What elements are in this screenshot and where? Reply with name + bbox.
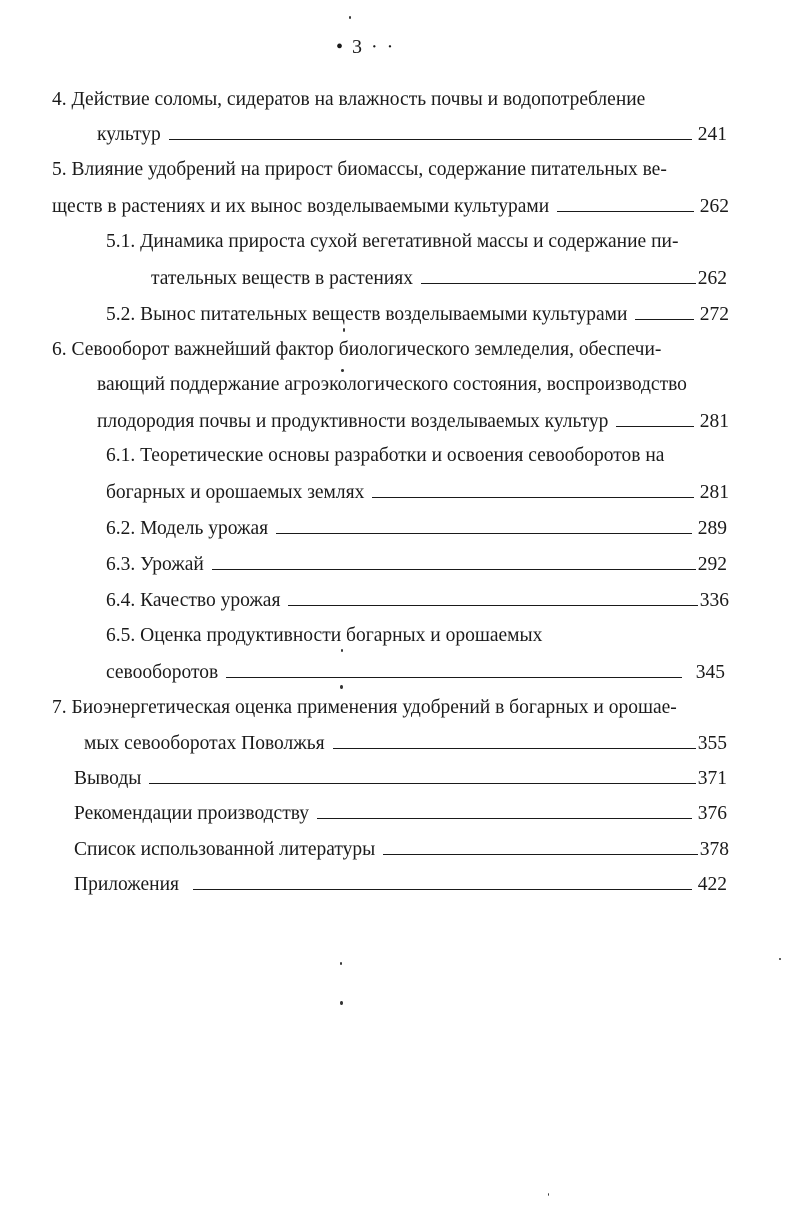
toc-page-number: 281 (699, 411, 729, 432)
dotted-leader (635, 302, 693, 320)
toc-entry-6-1[interactable] (106, 480, 729, 505)
toc-page-number: 262 (697, 268, 727, 289)
toc-page-number: 336 (699, 590, 729, 611)
toc-page-number: 262 (699, 196, 729, 217)
toc-page-number: 272 (699, 304, 729, 325)
dotted-leader (616, 409, 693, 427)
toc-entry-title: тательных веществ в растениях (151, 268, 413, 289)
dotted-leader (421, 266, 696, 284)
page-number: • 3 · · (336, 36, 396, 58)
toc-entry-title: севооборотов (106, 662, 219, 683)
toc-entry-title: Рекомендации производству (74, 803, 310, 824)
scan-speck (349, 16, 351, 19)
toc-page-number: 378 (699, 839, 729, 860)
scan-speck (548, 1193, 549, 1196)
toc-page-number: 355 (697, 733, 727, 754)
toc-entry-title: ществ в растениях и их вынос возделываемыми культурами (52, 196, 550, 217)
toc-page-number: 371 (697, 768, 727, 789)
toc-entry-6-5[interactable] (106, 660, 725, 685)
scan-speck (340, 685, 343, 689)
toc-page-number: 289 (697, 518, 727, 539)
dotted-leader (193, 872, 692, 890)
toc-entry-6-line2: вающий поддержание агроэкологического состояния, воспроизводство (97, 374, 687, 395)
toc-entry-7-line1: 7. Биоэнергетическая оценка применения удобрений в богарных и орошае- (52, 697, 677, 718)
toc-page-number: 345 (695, 662, 725, 683)
toc-entry-title: 6.4. Качество урожая (106, 590, 281, 611)
toc-entry-title: культур (97, 124, 161, 145)
toc-page-number: 376 (697, 803, 727, 824)
scan-speck (341, 369, 344, 372)
dotted-leader (288, 588, 697, 606)
toc-entry-appendices[interactable] (74, 872, 727, 897)
toc-entry-references[interactable] (74, 837, 729, 862)
toc-entry-title: 6.3. Урожай (106, 554, 204, 575)
toc-entry-5[interactable] (52, 194, 729, 219)
toc-entry-recommendations[interactable] (74, 801, 727, 826)
toc-entry-6-3[interactable] (106, 552, 727, 577)
toc-entry-7[interactable] (84, 731, 727, 756)
toc-entry-6-line1: 6. Севооборот важнейший фактор биологического земледелия, обеспечи- (52, 339, 662, 360)
scan-speck (343, 328, 345, 332)
toc-entry-5-1-line1: 5.1. Динамика прироста сухой вегетативной массы и содержание пи- (106, 231, 679, 252)
toc-entry-5-2[interactable] (106, 302, 729, 327)
scan-speck (341, 649, 343, 652)
toc-entry-title: мых севооборотах Поволжья (84, 733, 325, 754)
toc-entry-5-1[interactable] (151, 266, 727, 291)
dotted-leader (169, 122, 692, 140)
scan-speck (340, 962, 342, 965)
toc-entry-title: Выводы (74, 768, 142, 789)
toc-entry-6-2[interactable] (106, 516, 727, 541)
toc-entry-title: Список использованной литературы (74, 839, 376, 860)
dotted-leader (383, 837, 697, 855)
toc-page-number: 281 (699, 482, 729, 503)
toc-entry-title: богарных и орошаемых землях (106, 482, 365, 503)
toc-entry-4-line1: 4. Действие соломы, сидератов на влажность почвы и водопотребление (52, 89, 646, 110)
dotted-leader (226, 660, 681, 678)
toc-page-number: 241 (697, 124, 727, 145)
toc-entry-5-line1: 5. Влияние удобрений на прирост биомассы, содержание питательных ве- (52, 159, 667, 180)
toc-entry-6-5-line1: 6.5. Оценка продуктивности богарных и орошаемых (106, 625, 543, 646)
toc-entry-6-4[interactable] (106, 588, 729, 613)
toc-entry-6-1-line1: 6.1. Теоретические основы разработки и освоения севооборотов на (106, 445, 665, 466)
toc-page-number: 292 (697, 554, 727, 575)
dotted-leader (557, 194, 694, 212)
dotted-leader (276, 516, 692, 534)
toc-entry-4[interactable] (97, 122, 727, 147)
dotted-leader (317, 801, 692, 819)
toc-entry-title: 5.2. Вынос питательных веществ возделываемыми культурами (106, 304, 628, 325)
toc-entry-conclusions[interactable] (74, 766, 727, 791)
scan-speck (340, 1001, 343, 1005)
dotted-leader (333, 731, 696, 749)
toc-page-number: 422 (697, 874, 727, 895)
toc-entry-6[interactable] (97, 409, 729, 434)
scan-speck (779, 958, 781, 960)
dotted-leader (212, 552, 696, 570)
toc-entry-title: 6.2. Модель урожая (106, 518, 269, 539)
toc-entry-title: Приложения (74, 874, 179, 895)
dotted-leader (372, 480, 693, 498)
toc-entry-title: плодородия почвы и продуктивности возделываемых культур (97, 411, 609, 432)
dotted-leader (149, 766, 695, 784)
